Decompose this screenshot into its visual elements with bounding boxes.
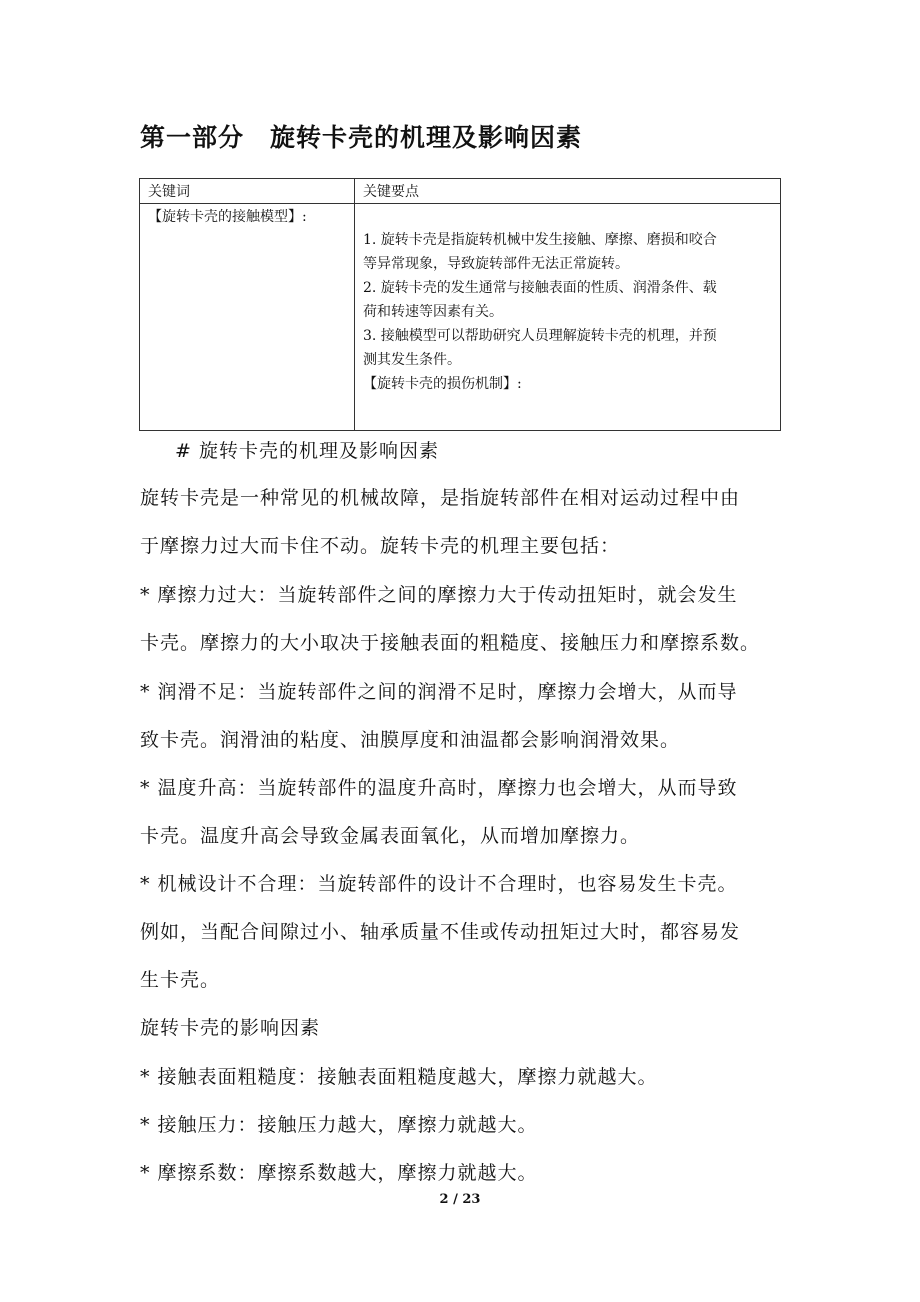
keyword-cell: 【旋转卡壳的接触模型】:: [140, 204, 355, 431]
bullet-line: * 温度升高：当旋转部件的温度升高时，摩擦力也会增大，从而导致: [140, 777, 738, 799]
bullet-line: * 接触表面粗糙度：接触表面粗糙度越大，摩擦力就越大。: [140, 1066, 658, 1088]
key-point-line: 测其发生条件。: [363, 352, 461, 368]
section-heading: 旋转卡壳的影响因素: [140, 1017, 321, 1039]
key-points-cell: [355, 204, 781, 431]
bullet-line: * 摩擦系数：摩擦系数越大，摩擦力就越大。: [140, 1162, 538, 1184]
key-points-table: [139, 178, 781, 431]
body-line: 于摩擦力过大而卡住不动。旋转卡壳的机理主要包括：: [140, 535, 621, 557]
bullet-line: * 接触压力：接触压力越大，摩擦力就越大。: [140, 1114, 538, 1136]
page-number: 2 / 23: [439, 1192, 481, 1207]
body-line: 旋转卡壳是一种常见的机械故障，是指旋转部件在相对运动过程中由: [140, 487, 741, 509]
body-line: 卡壳。摩擦力的大小取决于接触表面的粗糙度、接触压力和摩擦系数。: [140, 632, 761, 654]
table-row: [140, 204, 781, 431]
table-header-row: [140, 179, 781, 204]
key-point-line: 荷和转速等因素有关。: [363, 304, 503, 320]
bullet-line: * 机械设计不合理：当旋转部件的设计不合理时，也容易发生卡壳。: [140, 873, 738, 895]
body-line: 致卡壳。润滑油的粘度、油膜厚度和油温都会影响润滑效果。: [140, 729, 681, 751]
header-key-points: 关键要点: [355, 179, 781, 204]
key-point-line: 1. 旋转卡壳是指旋转机械中发生接触、摩擦、磨损和咬合: [363, 232, 717, 248]
body-line: 例如，当配合间隙过小、轴承质量不佳或传动扭矩过大时，都容易发: [140, 921, 741, 943]
key-point-line: 【旋转卡壳的损伤机制】:: [363, 376, 522, 392]
bullet-line: * 摩擦力过大：当旋转部件之间的摩擦力大于传动扭矩时，就会发生: [140, 584, 738, 606]
page-title: 第一部分 旋转卡壳的机理及影响因素: [140, 123, 583, 152]
key-point-line: 等异常现象，导致旋转部件无法正常旋转。: [363, 256, 629, 272]
body-line: 卡壳。温度升高会导致金属表面氧化，从而增加摩擦力。: [140, 825, 641, 847]
bullet-line: * 润滑不足：当旋转部件之间的润滑不足时，摩擦力会增大，从而导: [140, 681, 738, 703]
body-line: 生卡壳。: [140, 969, 221, 991]
header-keyword: 关键词: [140, 179, 355, 204]
key-point-line: 2. 旋转卡壳的发生通常与接触表面的性质、润滑条件、载: [363, 280, 717, 296]
key-point-line: 3. 接触模型可以帮助研究人员理解旋转卡壳的机理，并预: [363, 328, 717, 344]
markdown-heading: # 旋转卡壳的机理及影响因素: [175, 440, 439, 462]
